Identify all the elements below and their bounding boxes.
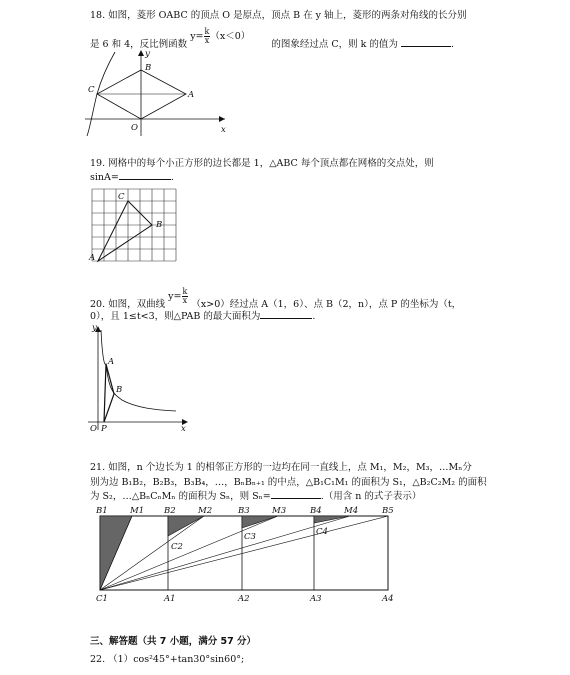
q18-label-O: O	[131, 123, 138, 133]
q20-figure	[86, 322, 196, 432]
q20-line1: 20. 如图，双曲线 y= $\frac{k}{x}$ （x>0）经过点 A（1，6）、点 B（2，n），点 P 的坐标为（t，	[90, 287, 462, 310]
q20-label-x: x	[181, 424, 186, 432]
q21-label-B1: B1	[96, 506, 108, 516]
q21-label-M2: M2	[198, 506, 213, 516]
q21-label-M3: M3	[272, 506, 287, 516]
q20-line2: 0），且 1≤t<3，则△PAB 的最大面积为 .	[90, 311, 316, 322]
q20-label-A: A	[108, 357, 115, 367]
q18-answer-blank[interactable]	[401, 46, 451, 47]
q21-line3: 为 S₂，…△BₙCₙMₙ 的面积为 Sₙ，则 Sₙ= .（用含 n 的式子表示）	[90, 491, 422, 502]
q21-label-A1: A1	[164, 594, 176, 604]
q19-label-A: A	[89, 253, 96, 263]
q20-label-y: y	[92, 323, 97, 333]
q21-label-A4: A4	[382, 594, 394, 604]
q18-function: y= $\frac{k}{x}$ （x＜0）	[190, 27, 251, 45]
q21-label-C2: C2	[171, 542, 183, 552]
q18-label-A: A	[188, 90, 195, 100]
q21-line1: 21. 如图，n 个边长为 1 的相邻正方形的一边均在同一直线上，点 M₁，M₂，M₃，…Mₙ分	[90, 462, 472, 473]
q21-figure	[92, 504, 402, 604]
q21-label-B2: B2	[164, 506, 176, 516]
q18-line1: 18. 如图，菱形 OABC 的顶点 O 是原点，顶点 B 在 y 轴上，菱形的两条对角线的长分别	[90, 10, 467, 21]
q21-label-A2: A2	[238, 594, 250, 604]
q18-line2-text-b: 的图象经过点 C，则 k 的值为	[271, 39, 398, 50]
q21-label-M1: M1	[130, 506, 145, 516]
q20-fraction: $\frac{k}{x}$	[182, 287, 188, 305]
q19-label-C: C	[118, 192, 125, 202]
q21-label-A3: A3	[310, 594, 322, 604]
q18-label-C: C	[88, 85, 95, 95]
q20-answer-blank[interactable]	[260, 318, 312, 319]
q21-label-B3: B3	[238, 506, 250, 516]
q21-line2: 别为边 B₁B₂，B₂B₃，B₃B₄，…，BₙBₙ₊₁ 的中点，△B₁C₁M₁ 的面积为 S₁，△B₂C₂M₂ 的面积	[90, 477, 487, 488]
q18-line2-text: 是 6 和 4，反比例函数	[90, 39, 188, 50]
q21-label-M4: M4	[344, 506, 359, 516]
q20-label-B: B	[116, 385, 123, 395]
q20-label-P: P	[101, 424, 107, 432]
q18-label-x: x	[221, 125, 226, 135]
q19-line1: 19. 网格中的每个小正方形的边长都是 1，△ABC 每个顶点都在网格的交点处，则	[90, 158, 434, 169]
q21-label-C1: C1	[96, 594, 108, 604]
q19-figure	[88, 185, 184, 265]
section-heading: 三、解答题（共 7 小题，满分 57 分）	[90, 636, 257, 647]
q20-label-O: O	[90, 424, 97, 432]
q21-label-B4: B4	[310, 506, 322, 516]
q22-line1: 22. （1）cos²45°+tan30°sin60°;	[90, 654, 245, 665]
q21-label-B5: B5	[382, 506, 394, 516]
q21-label-C3: C3	[244, 532, 256, 542]
q22-expression: cos²45°+tan30°sin60°;	[133, 654, 245, 665]
q21-label-C4: C4	[316, 527, 328, 537]
q19-answer-blank[interactable]	[119, 179, 171, 180]
q18-label-y: y	[145, 49, 150, 59]
q18-fraction: $\frac{k}{x}$	[204, 27, 210, 45]
q18-figure	[85, 48, 230, 138]
q18-line2: 是 6 和 4，反比例函数 y= $\frac{k}{x}$ （x＜0） 的图象经过点 C，则 k 的值为 .	[90, 27, 454, 50]
q18-label-B: B	[145, 63, 152, 73]
q19-label-B: B	[156, 220, 163, 230]
q21-answer-blank[interactable]	[271, 498, 321, 499]
q19-line2: sinA= .	[90, 172, 174, 183]
q20-function: y= $\frac{k}{x}$	[168, 287, 188, 305]
